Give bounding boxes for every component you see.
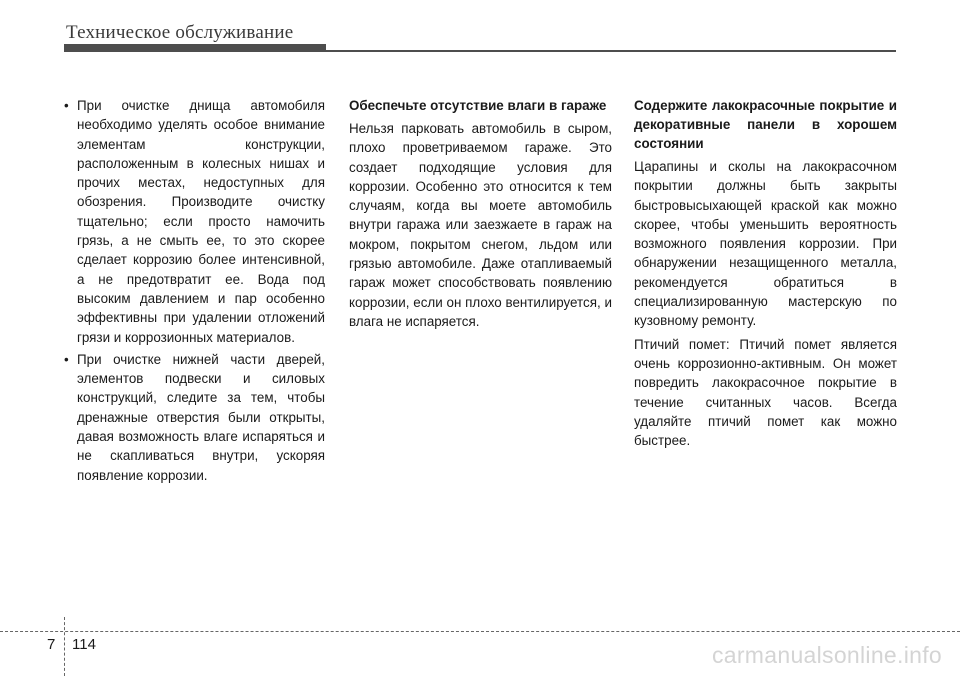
section-heading-paint: Содержите лакокрасочные покрытие и декоративные панели в хорошем состоянии: [634, 98, 897, 151]
chapter-number: 7: [47, 636, 56, 653]
header-rule-thick: [64, 44, 326, 52]
bullet-text: При очистке днища автомобиля необходимо уделять особое внимание элементам конструкции, расположенным в колесных нишах и прочих местах, недоступных для обозрения. Производите очистку тщательно; если просто намочить грязь, а не смыть ее, то это скорее сделает коррозию более интенсивной, а не предотвратит ее. Вода под высоким давлением и пар особенно эффективны при удалении отложений грязи и коррозионных материалов.: [77, 98, 325, 345]
bullet-mark: •: [64, 351, 69, 367]
page-number: 114: [72, 636, 96, 653]
header-rule-thin: [326, 50, 896, 52]
bullet-mark: •: [64, 98, 69, 113]
section-title: Техническое обслуживание: [66, 22, 294, 43]
column-3: [634, 96, 897, 454]
bullet-text: При очистке нижней части дверей, элементов подвески и силовых конструкций, следите за тем, чтобы дренажные отверстия были открыты, давая возможность влаге испаряться и не скапливаться внутри, ускоряя появление коррозии.: [77, 351, 325, 483]
column-1: [62, 96, 325, 488]
footer-dashed-divider: [64, 617, 65, 676]
section-heading-moisture: Обеспечьте отсутствие влаги в гараже: [349, 98, 607, 113]
paragraph: Нельзя парковать автомобиль в сыром, плохо проветриваемом гараже. Это создает подходящие условия для коррозии. Особенно это относится к тем случаям, когда вы моете автомобиль внутри гаража или заезжаете в гараж на мокром, покрытом снегом, льдом или грязью автомобиле. Даже отапливаемый гараж может способствовать появлению коррозии, если он плохо вентилируется, и влага не испаряется.: [349, 121, 612, 329]
column-2: [349, 96, 612, 335]
watermark: carmanualsonline.info: [711, 642, 942, 668]
bullet-list: [62, 96, 325, 485]
list-item: [62, 350, 325, 485]
paragraph: Царапины и сколы на лакокрасочном покрытии должны быть закрыты быстровысыхающей краской как можно скорее, чтобы уменьшить вероятность возможного появления коррозии. При обнаружении незащищенного металла, рекомендуется обратиться в специализированную мастерскую по кузовному ремонту.: [634, 159, 897, 329]
paragraph: Птичий помет: Птичий помет является очень коррозионно-активным. Он может повредить лакокрасочное покрытие в течение считанных часов. Всегда удаляйте птичий помет как можно быстрее.: [634, 336, 897, 449]
footer-dashed-rule: [0, 631, 960, 632]
list-item: [62, 96, 325, 347]
